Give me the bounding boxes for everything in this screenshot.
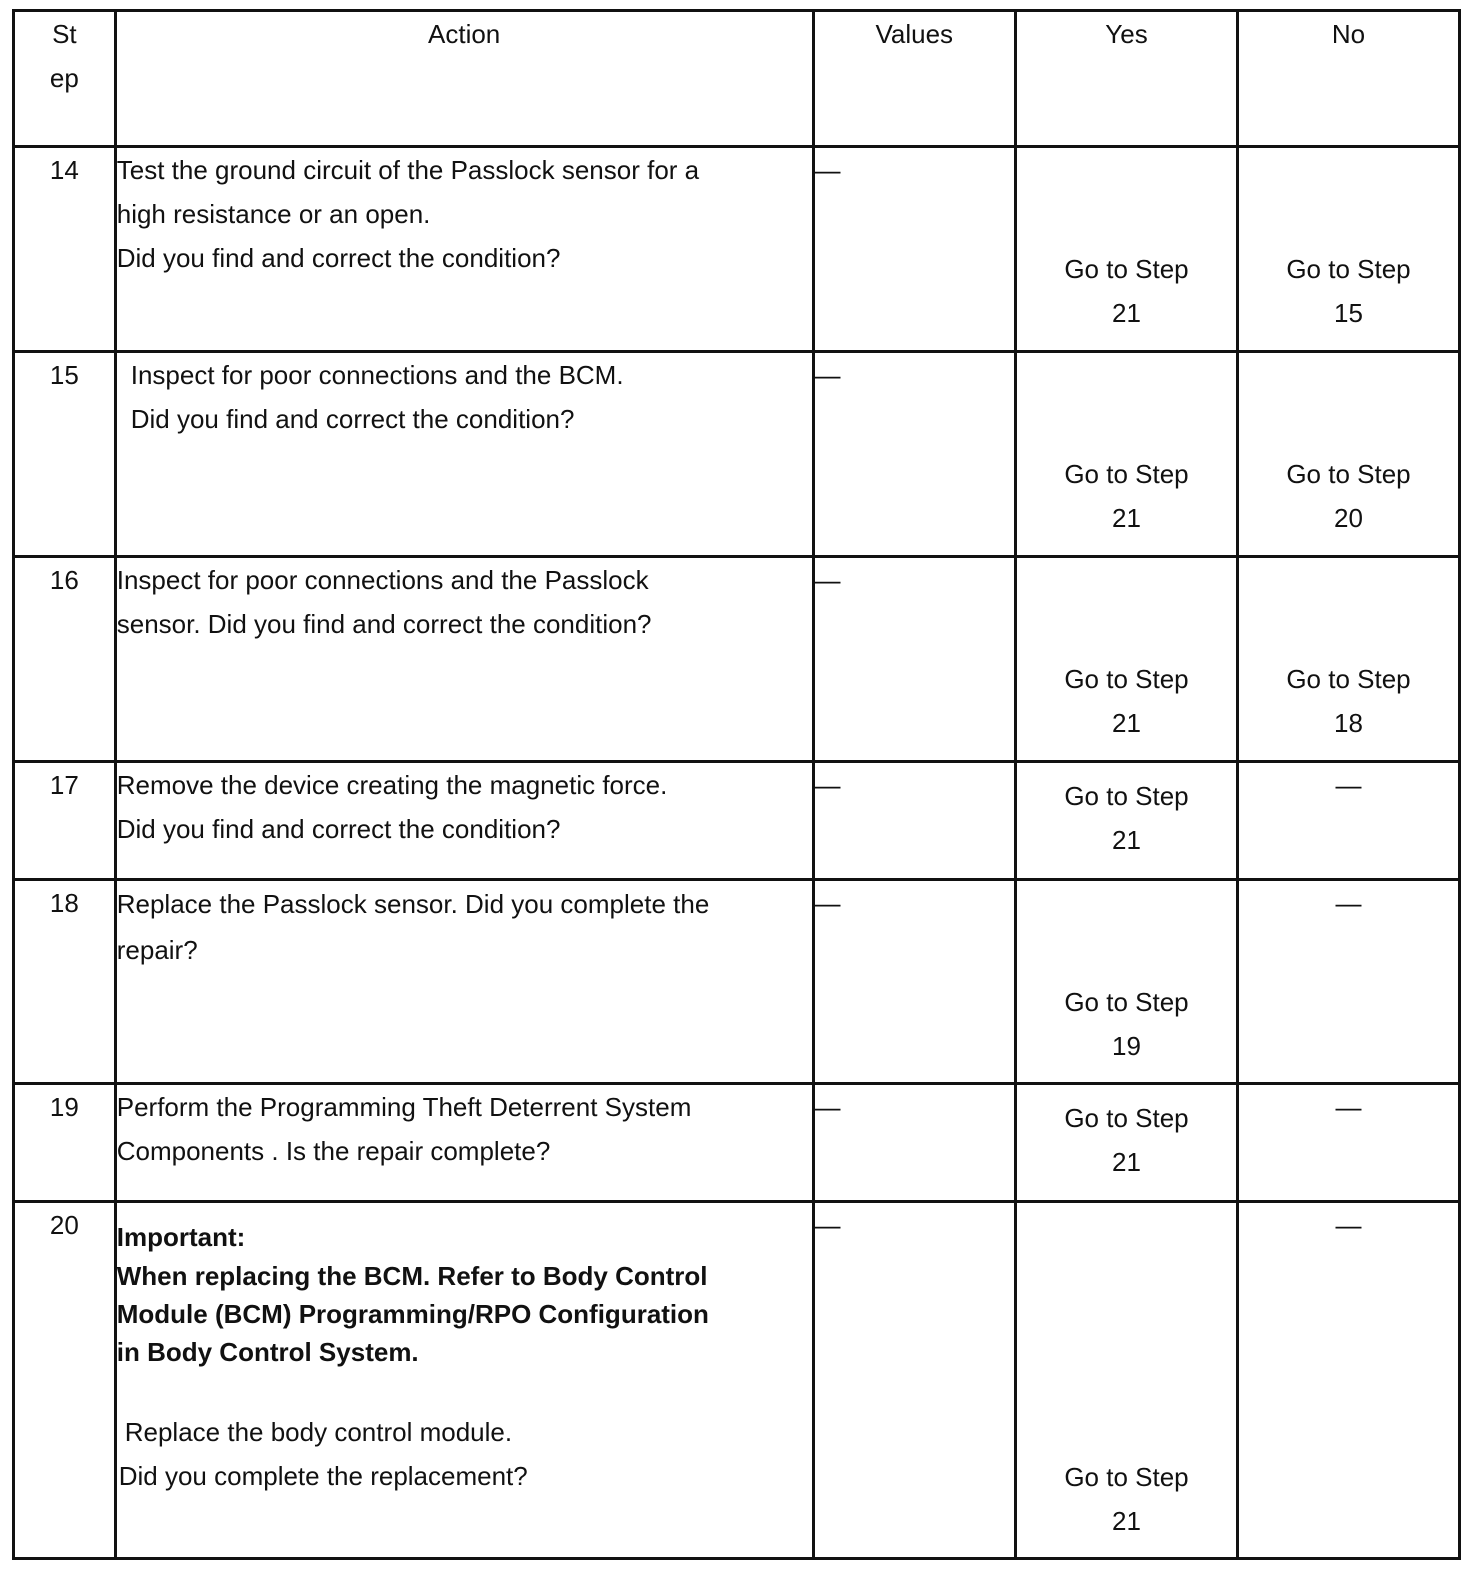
important-text: in Body Control System. [116,1337,419,1367]
action-text: high resistance or an open. [116,199,431,229]
no-cell: — [1237,1202,1459,1559]
yes-cell [1016,1084,1238,1202]
table-row [14,557,1460,762]
important-title: Important: [116,1222,246,1252]
values-cell: — [813,147,1015,352]
yes-goto-step: 19 [1112,1031,1141,1061]
no-cell [1237,147,1459,352]
values-cell: — [813,1202,1015,1559]
yes-goto-step: 21 [1112,1147,1141,1177]
action-text: Remove the device creating the magnetic force. [116,770,668,800]
yes-cell [1016,557,1238,762]
header-step: St ep [14,11,116,147]
action-text: Perform the Programming Theft Deterrent System [116,1092,692,1122]
action-text: repair? [116,935,198,965]
no-cell: — [1237,880,1459,1084]
action-cell [115,880,813,1084]
yes-cell [1016,147,1238,352]
no-goto-step: 20 [1334,503,1363,533]
table-row [14,1084,1460,1202]
no-goto-label: Go to Step [1286,459,1411,489]
values-cell: — [813,762,1015,880]
values-cell: — [813,880,1015,1084]
yes-goto-label: Go to Step [1064,254,1189,284]
no-goto-step: 18 [1334,708,1363,738]
action-text: sensor. Did you find and correct the condition? [116,609,652,639]
action-cell [115,557,813,762]
table-row [14,352,1460,557]
table-row [14,880,1460,1084]
action-text: Inspect for poor connections and the BCM. [130,360,624,390]
yes-goto-step: 21 [1112,503,1141,533]
important-text: When replacing the BCM. Refer to Body Control [116,1261,708,1291]
yes-cell [1016,352,1238,557]
action-cell [115,1084,813,1202]
step-number: 20 [14,1202,116,1559]
step-number: 15 [14,352,116,557]
step-number: 18 [14,880,116,1084]
values-cell: — [813,352,1015,557]
action-cell [115,762,813,880]
header-values: Values [813,11,1015,147]
action-text: Did you complete the replacement? [118,1461,528,1491]
no-cell [1237,352,1459,557]
step-number: 19 [14,1084,116,1202]
header-yes: Yes [1016,11,1238,147]
yes-goto-label: Go to Step [1064,781,1189,811]
action-cell [115,1202,813,1559]
action-text: Replace the body control module. [124,1417,513,1447]
action-text: Components . Is the repair complete? [116,1136,551,1166]
yes-cell [1016,880,1238,1084]
diagnostic-steps-table [12,9,1461,1560]
no-goto-label: Go to Step [1286,254,1411,284]
yes-goto-step: 21 [1112,298,1141,328]
step-number: 14 [14,147,116,352]
step-number: 16 [14,557,116,762]
no-cell: — [1237,762,1459,880]
yes-cell [1016,762,1238,880]
yes-goto-label: Go to Step [1064,1103,1189,1133]
action-text: Did you find and correct the condition? [116,814,561,844]
yes-goto-label: Go to Step [1064,664,1189,694]
yes-goto-step: 21 [1112,825,1141,855]
action-cell [115,147,813,352]
action-cell [115,352,813,557]
table-row [14,147,1460,352]
action-text: Replace the Passlock sensor. Did you complete the [116,889,710,919]
yes-goto-label: Go to Step [1064,987,1189,1017]
yes-goto-step: 21 [1112,1506,1141,1536]
action-text: Did you find and correct the condition? [130,404,575,434]
no-cell [1237,557,1459,762]
no-cell: — [1237,1084,1459,1202]
yes-goto-step: 21 [1112,708,1141,738]
values-cell: — [813,557,1015,762]
action-text: Did you find and correct the condition? [116,243,561,273]
action-text: Inspect for poor connections and the Passlock [116,565,649,595]
no-goto-step: 15 [1334,298,1363,328]
values-cell: — [813,1084,1015,1202]
yes-cell [1016,1202,1238,1559]
no-goto-label: Go to Step [1286,664,1411,694]
header-no: No [1237,11,1459,147]
step-number: 17 [14,762,116,880]
yes-goto-label: Go to Step [1064,459,1189,489]
table-row [14,1202,1460,1559]
important-text: Module (BCM) Programming/RPO Configuration [116,1299,709,1329]
action-text: Test the ground circuit of the Passlock sensor for a [116,155,700,185]
yes-goto-label: Go to Step [1064,1462,1189,1492]
table-row [14,762,1460,880]
header-row [14,11,1460,147]
header-action: Action [115,11,813,147]
